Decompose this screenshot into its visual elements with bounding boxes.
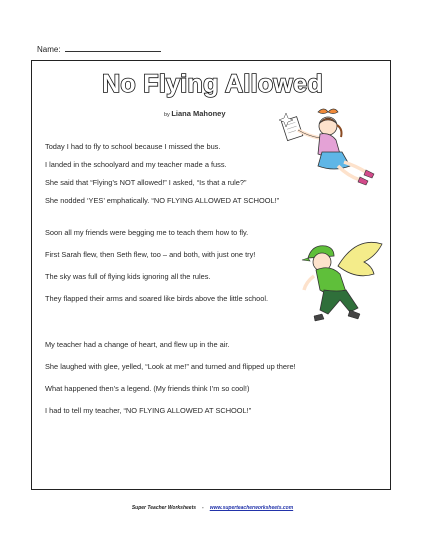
poem-line: What happened then’s a legend. (My friends think I’m so cool!) xyxy=(45,384,250,393)
poem-line: My teacher had a change of heart, and flew up in the air. xyxy=(45,340,230,349)
footer-separator: - xyxy=(202,505,204,511)
footer xyxy=(0,505,425,511)
poem-line: The sky was full of flying kids ignoring all the rules. xyxy=(45,272,211,281)
poem-line: She said that “Flying’s NOT allowed!” I asked, “Is that a rule?” xyxy=(45,178,247,187)
name-blank-line[interactable] xyxy=(65,44,161,52)
flying-boy-illustration xyxy=(300,236,388,336)
poem-line: Soon all my friends were begging me to teach them how to fly. xyxy=(45,228,249,237)
page-title: No Flying Allowed xyxy=(102,70,323,98)
poem-line: She laughed with glee, yelled, “Look at me!” and turned and flipped up there! xyxy=(45,362,296,371)
name-label: Name: xyxy=(37,45,61,54)
byline-prefix: by xyxy=(164,112,170,118)
byline xyxy=(164,109,226,118)
footer-link[interactable]: www.superteacherworksheets.com xyxy=(209,505,294,511)
poem-line: First Sarah flew, then Seth flew, too – and both, with just one try! xyxy=(45,250,256,259)
poem-line: I landed in the schoolyard and my teacher made a fuss. xyxy=(45,160,227,169)
name-field[interactable] xyxy=(37,44,161,54)
author-name: Liana Mahoney xyxy=(171,109,226,118)
poem-line: I had to tell my teacher, “NO FLYING ALLOWED AT SCHOOL!” xyxy=(45,406,252,415)
poem-line: They flapped their arms and soared like birds above the little school. xyxy=(45,294,269,303)
poem-line: She nodded ‘YES’ emphatically. “NO FLYING ALLOWED AT SCHOOL!” xyxy=(45,196,280,205)
flying-girl-illustration xyxy=(278,104,388,196)
poem-line: Today I had to fly to school because I missed the bus. xyxy=(45,142,221,151)
footer-brand: Super Teacher Worksheets xyxy=(131,505,197,511)
